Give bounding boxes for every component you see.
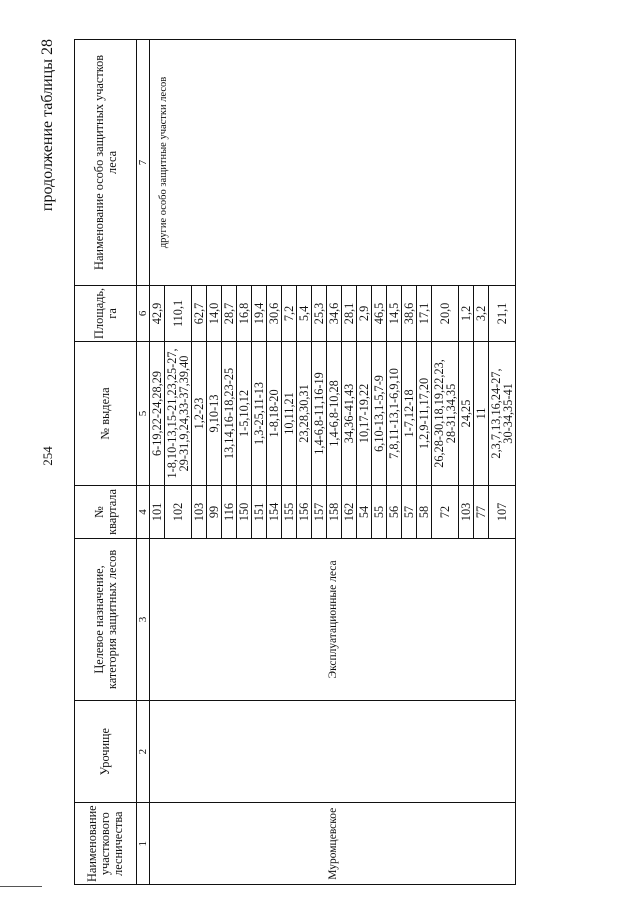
protective-plots-cell: другие особо защитные участки лесов [150,40,516,286]
area-cell: 17,1 [417,285,432,341]
kvartal-cell: 72 [432,486,459,539]
area-cell: 16,8 [237,285,252,341]
purpose-category-cell: Эксплуатационные леса [150,538,516,700]
vydel-cell: 23,28,30,31 [297,341,312,485]
kvartal-cell: 99 [207,486,222,539]
kvartal-cell: 57 [402,486,417,539]
header-cell: Площадь, га [75,285,137,341]
kvartal-cell: 162 [342,486,357,539]
continuation-title: продолжение таблицы 28 [39,39,56,212]
vydel-cell: 6-19,22-24,28,29 [150,341,165,485]
vydel-cell: 34,36-41,43 [342,341,357,485]
area-cell: 7,2 [282,285,297,341]
column-number: 3 [137,538,150,700]
kvartal-cell: 155 [282,486,297,539]
area-cell: 1,2 [459,285,474,341]
vydel-cell: 26,28-30,18,19,22,23, 28-31,34,35 [432,341,459,485]
vydel-cell: 1,2-23 [192,341,207,485]
vydel-cell: 1,4-6,8-11,16-19 [312,341,327,485]
vydel-cell: 1,3-25,11-13 [252,341,267,485]
forestry-name-cell: Муромцевское [150,803,516,885]
page-number: 254 [40,446,55,466]
header-cell: № квартала [75,486,137,539]
kvartal-cell: 103 [459,486,474,539]
table-row [150,40,165,885]
area-cell: 42,9 [150,285,165,341]
vydel-cell: 1-7,12-18 [402,341,417,485]
column-number: 4 [137,486,150,539]
kvartal-cell: 158 [327,486,342,539]
area-cell: 2,9 [357,285,372,341]
kvartal-cell: 150 [237,486,252,539]
kvartal-cell: 54 [357,486,372,539]
column-number-row [137,40,150,885]
area-cell: 38,6 [402,285,417,341]
vydel-cell: 10,11,21 [282,341,297,485]
footer-rule [0,886,42,887]
forest-plots-table [74,39,516,885]
kvartal-cell: 55 [372,486,387,539]
kvartal-cell: 154 [267,486,282,539]
vydel-cell: 10,17-19,22 [357,341,372,485]
column-number: 1 [137,803,150,885]
area-cell: 21,1 [489,285,516,341]
vydel-cell: 13,14,16-18,23-25 [222,341,237,485]
kvartal-cell: 58 [417,486,432,539]
area-cell: 20,0 [432,285,459,341]
area-cell: 34,6 [327,285,342,341]
column-number: 6 [137,285,150,341]
rotated-page-content [38,39,596,885]
vydel-cell: 1-5,10,12 [237,341,252,485]
vydel-cell: 1-8,10-13,15-21,23,25-27, 29-31,9,24,33-37,39,40 [165,341,192,485]
area-cell: 14,0 [207,285,222,341]
area-cell: 28,7 [222,285,237,341]
area-cell: 28,1 [342,285,357,341]
vydel-cell: 6,10-13,1-5,7-9 [372,341,387,485]
header-cell: Урочище [75,700,137,802]
vydel-cell: 24,25 [459,341,474,485]
kvartal-cell: 156 [297,486,312,539]
vydel-cell: 11 [474,341,489,485]
column-number: 5 [137,341,150,485]
area-cell: 30,6 [267,285,282,341]
vydel-cell: 1,4-6,8-10,28 [327,341,342,485]
vydel-cell: 1,2,9-11,17,20 [417,341,432,485]
area-cell: 110,1 [165,285,192,341]
tract-cell [150,700,516,802]
kvartal-cell: 151 [252,486,267,539]
vydel-cell: 1-8,18-20 [267,341,282,485]
kvartal-cell: 102 [165,486,192,539]
header-cell: Целевое назначение, категория защитных лесов [75,538,137,700]
vydel-cell: 2,3,7,13,16,24-27, 30-34,35-41 [489,341,516,485]
area-cell: 19,4 [252,285,267,341]
area-cell: 62,7 [192,285,207,341]
kvartal-cell: 116 [222,486,237,539]
kvartal-cell: 103 [192,486,207,539]
header-cell: Наименование участкового лесничества [75,803,137,885]
area-cell: 25,3 [312,285,327,341]
column-number: 7 [137,40,150,286]
area-cell: 5,4 [297,285,312,341]
area-cell: 3,2 [474,285,489,341]
kvartal-cell: 101 [150,486,165,539]
column-number: 2 [137,700,150,802]
header-cell: Наименование особо защитных участков леса [75,40,137,286]
vydel-cell: 7,8,11-13,1-6,9,10 [387,341,402,485]
kvartal-cell: 157 [312,486,327,539]
header-row [75,40,137,885]
kvartal-cell: 107 [489,486,516,539]
kvartal-cell: 56 [387,486,402,539]
kvartal-cell: 77 [474,486,489,539]
vydel-cell: 9,10-13 [207,341,222,485]
header-cell: № выдела [75,341,137,485]
area-cell: 14,5 [387,285,402,341]
area-cell: 46,5 [372,285,387,341]
